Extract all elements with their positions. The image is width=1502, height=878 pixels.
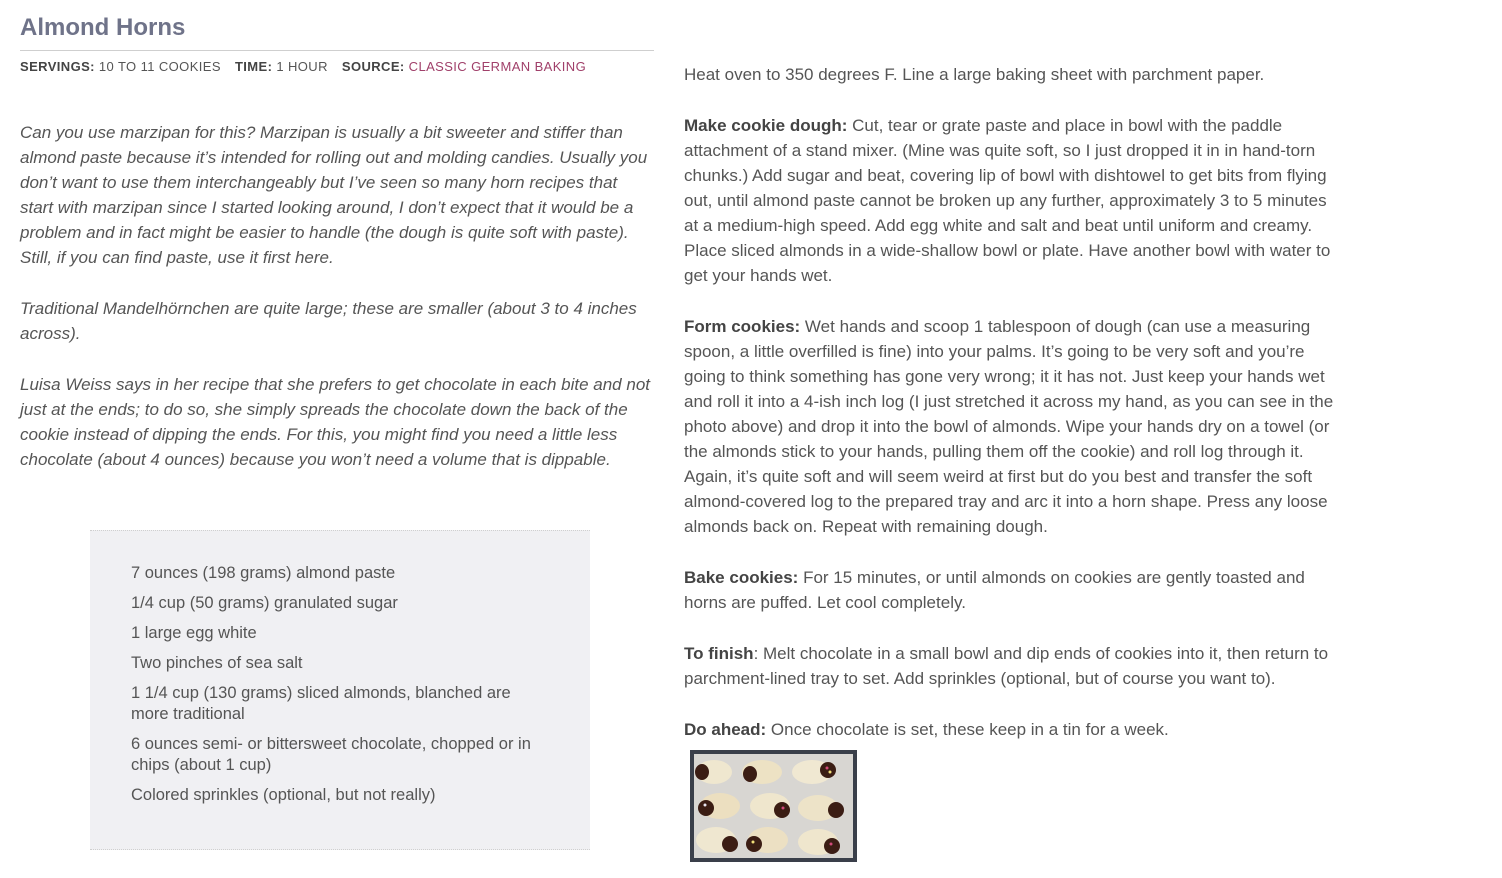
recipe-title: Almond Horns (20, 14, 654, 51)
step-dough-label: Make cookie dough: (684, 116, 848, 135)
step-preheat: Heat oven to 350 degrees F. Line a large baking sheet with parchment paper. (684, 65, 1265, 84)
recipe-header (20, 14, 654, 498)
step-form (684, 314, 1334, 539)
ingredient-item: Colored sprinkles (optional, but not really) (131, 786, 436, 804)
step-ahead (684, 717, 1334, 742)
step-ahead-text: Once chocolate is set, these keep in a tin for a week. (766, 720, 1169, 739)
time-value: 1 HOUR (276, 59, 328, 74)
ingredients-list (131, 563, 550, 806)
step-form-text: Wet hands and scoop 1 tablespoon of dough (can use a measuring spoon, a little overfilled is fine) into your palms. It’s going to be very soft and you’re going to think something has gone very wrong; it it has not. Just keep your hands wet and roll it into a 4-ish inch log (I just stretched it across my hand, as you can see in the photo above) and drop it into the bowl of almonds. Wipe your hands dry on a towel (or the almonds stick to your hands, pulling them off the cookie) and roll log through it. Again, it’s quite soft and will seem weird at first but do you best and transfer the soft almond-covered log to the prepared tray and arc it into a horn shape. Press any loose almonds back on. Repeat with remaining dough. (684, 317, 1334, 536)
cookie-row-1 (695, 760, 836, 784)
ingredients-box (90, 530, 590, 850)
ingredient-item: 1/4 cup (50 grams) granulated sugar (131, 594, 398, 612)
step-finish-text: : Melt chocolate in a small bowl and dip ends of cookies into it, then return to parchment-lined tray to set. Add sprinkles (optional, but of course you want to). (684, 644, 1329, 688)
step-bake-label: Bake cookies: (684, 568, 799, 587)
recipe-notes (20, 120, 654, 472)
step-finish-label: To finish (684, 644, 754, 663)
recipe-steps (684, 62, 1334, 768)
ingredient-item: 6 ounces semi- or bittersweet chocolate, chopped or in chips (about 1 cup) (131, 735, 531, 774)
servings-value: 10 TO 11 COOKIES (98, 59, 221, 74)
ingredient-item: 1 large egg white (131, 624, 257, 642)
cookie-row-3 (696, 827, 840, 855)
servings-label: SERVINGS: (20, 59, 95, 74)
step-ahead-label: Do ahead: (684, 720, 767, 739)
step-finish (684, 641, 1334, 691)
source-link[interactable]: CLASSIC GERMAN BAKING (408, 59, 587, 74)
cookies-photo[interactable] (690, 750, 857, 862)
note-size: Traditional Mandelhörnchen are quite large; these are smaller (about 3 to 4 inches across). (20, 299, 637, 343)
ingredient-item: 1 1/4 cup (130 grams) sliced almonds, blanched are more traditional (131, 684, 511, 723)
step-bake (684, 565, 1334, 615)
recipe-meta (20, 59, 654, 74)
ingredient-item: Two pinches of sea salt (131, 654, 303, 672)
step-dough-text: Cut, tear or grate paste and place in bowl with the paddle attachment of a stand mixer. (Mine was quite soft, so I just dropped it in in hand-torn chunks.) Add sugar and beat, covering lip of bowl with dishtowel to get bits from flying out, until almond paste cannot be broken up any further, approximately 3 to 5 minutes at a medium-high speed. Add egg white and salt and beat until uniform and creamy. Place sliced almonds in a wide-shallow bowl or plate. Have another bowl with water to get your hands wet. (684, 116, 1331, 285)
time-label: TIME: (234, 59, 273, 74)
step-bake-text: For 15 minutes, or until almonds on cookies are gently toasted and horns are puffed. Let cool completely. (684, 568, 1305, 612)
note-marzipan: Can you use marzipan for this? Marzipan is usually a bit sweeter and stiffer than almond paste because it’s intended for rolling out and molding candies. Usually you don’t want to use them interchangeably but I’ve seen so many horn recipes that start with marzipan since I started looking around, I don’t expect that it would be a problem and in fact might be easier to handle (the dough is quite soft with paste). Still, if you can find paste, use it first here. (20, 123, 648, 267)
note-chocolate: Luisa Weiss says in her recipe that she prefers to get chocolate in each bite and not just at the ends; to do so, she simply spreads the chocolate down the back of the cookie instead of dipping the ends. For this, you might find you need a little less chocolate (about 4 ounces) because you won’t need a volume that is dippable. (20, 375, 650, 469)
cookies-photo-image (690, 750, 857, 862)
source-label: SOURCE: (341, 59, 405, 74)
ingredient-item: 7 ounces (198 grams) almond paste (131, 564, 396, 582)
step-dough (684, 113, 1334, 288)
step-form-label: Form cookies: (684, 317, 801, 336)
cookie-row-2 (698, 793, 844, 821)
